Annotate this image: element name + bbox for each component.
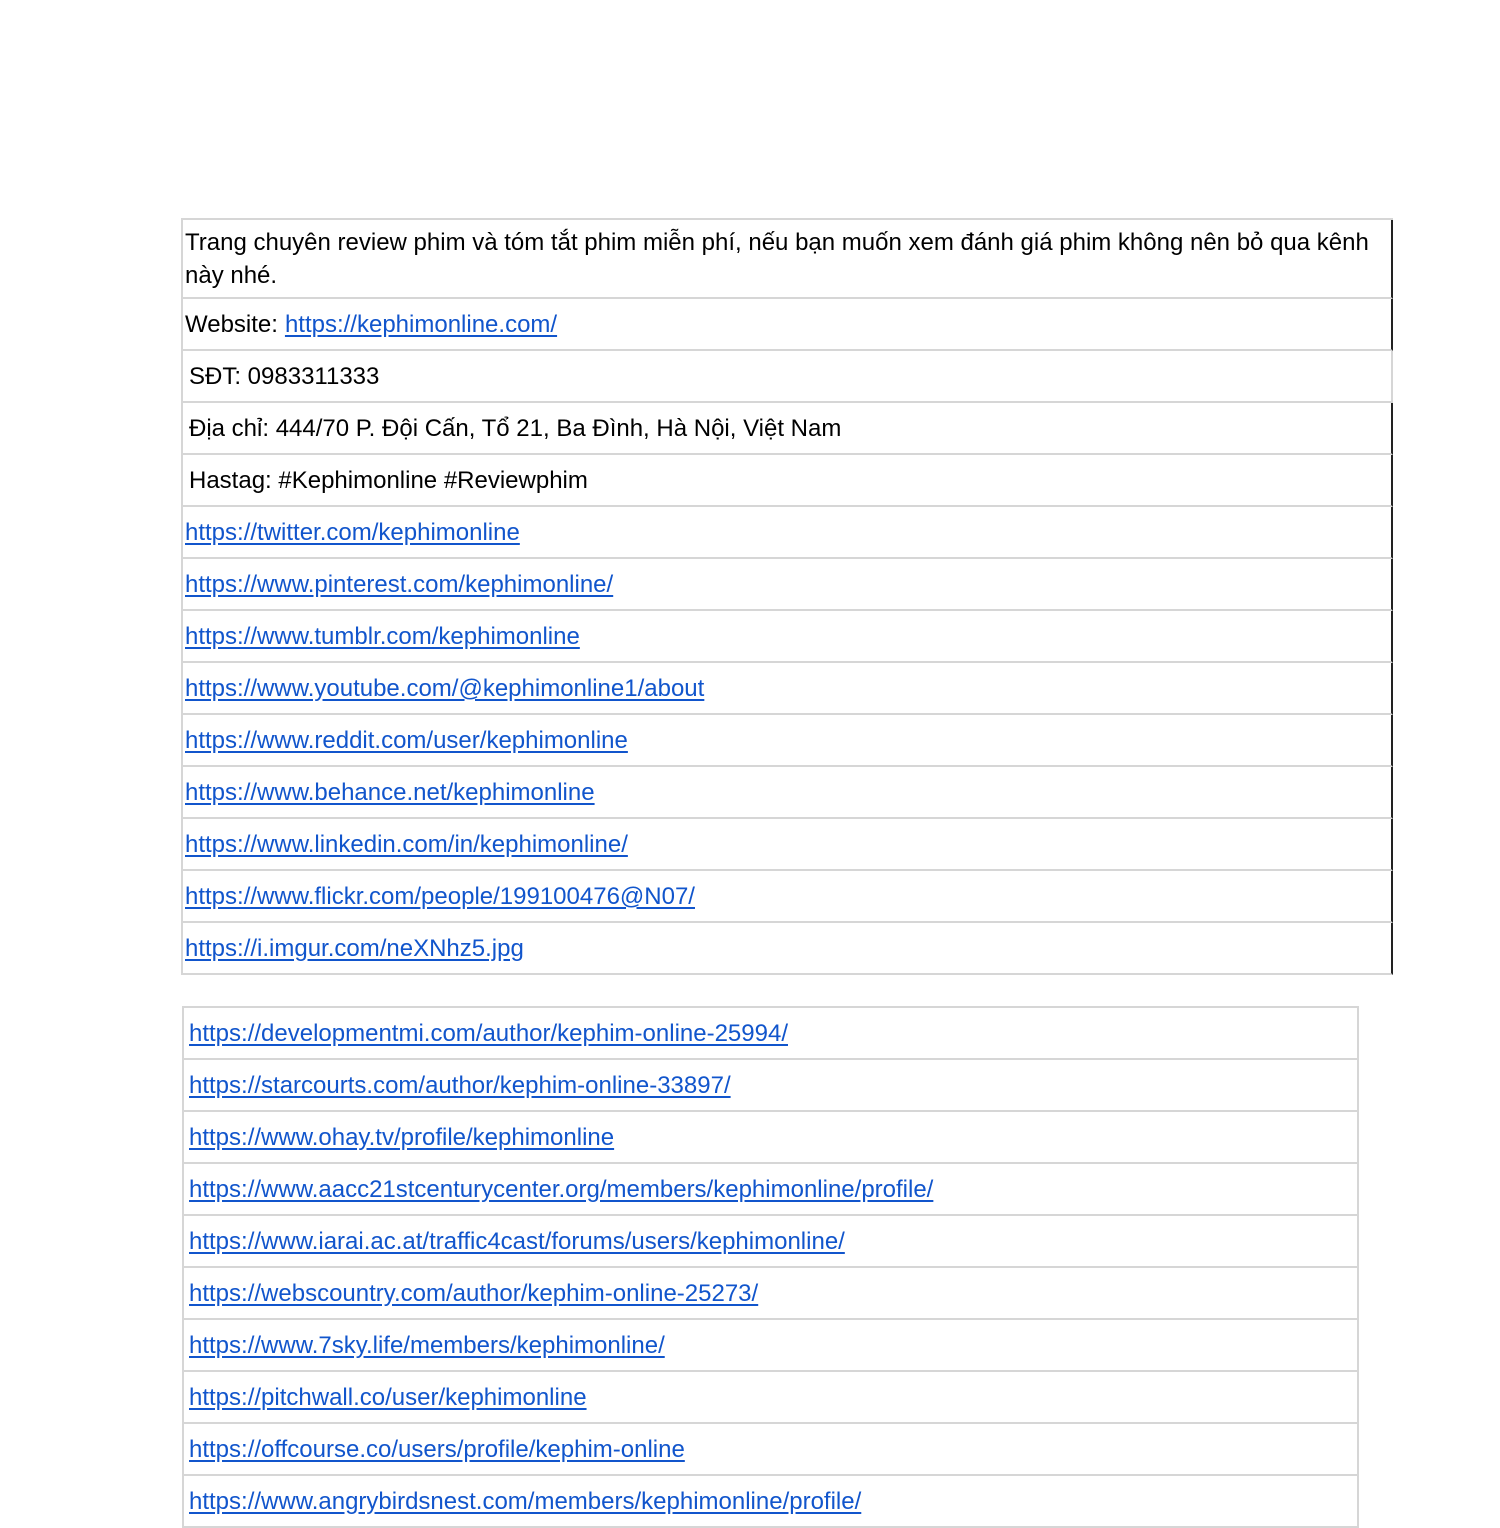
pinterest-link[interactable]: https://www.pinterest.com/kephimonline/ [185, 570, 614, 598]
reddit-link[interactable]: https://www.reddit.com/user/kephimonline [185, 726, 628, 754]
social-link-row [183, 559, 1393, 611]
social-link-row [183, 663, 1393, 715]
social-link-row [183, 715, 1393, 767]
twitter-link[interactable]: https://twitter.com/kephimonline [185, 518, 520, 546]
social-link-row [183, 611, 1393, 663]
social-link-row [183, 767, 1393, 819]
profile-link-row [184, 1268, 1359, 1320]
social-link-row [183, 871, 1393, 923]
profile-link-row [184, 1164, 1359, 1216]
profile-link-row [184, 1060, 1359, 1112]
profile-link[interactable]: https://www.7sky.life/members/kephimonline/ [189, 1331, 665, 1359]
social-link-row [183, 507, 1393, 559]
profile-link-row [184, 1372, 1359, 1424]
profile-link-row [184, 1216, 1359, 1268]
profile-link-row [184, 1476, 1359, 1528]
profile-link[interactable]: https://pitchwall.co/user/kephimonline [189, 1383, 587, 1411]
description-row [183, 220, 1393, 299]
phone-row [183, 351, 1393, 403]
linkedin-link[interactable]: https://www.linkedin.com/in/kephimonline/ [185, 830, 628, 858]
profile-link[interactable]: https://www.angrybirdsnest.com/members/kephimonline/profile/ [189, 1487, 862, 1515]
profile-link-row [184, 1008, 1359, 1060]
phone-text: SĐT: 0983311333 [189, 362, 380, 390]
address-row [183, 403, 1393, 455]
social-link-row [183, 819, 1393, 871]
profile-link[interactable]: https://www.ohay.tv/profile/kephimonline [189, 1123, 615, 1151]
profile-link[interactable]: https://developmentmi.com/author/kephim-online-25994/ [189, 1019, 788, 1047]
profile-link[interactable]: https://www.aacc21stcenturycenter.org/members/kephimonline/profile/ [189, 1175, 934, 1203]
flickr-link[interactable]: https://www.flickr.com/people/199100476@N07/ [185, 882, 695, 910]
hashtag-text: Hastag: #Kephimonline #Reviewphim [189, 466, 588, 494]
youtube-link[interactable]: https://www.youtube.com/@kephimonline1/about [185, 674, 705, 702]
profile-link-row [184, 1424, 1359, 1476]
profile-link[interactable]: https://www.iarai.ac.at/traffic4cast/forums/users/kephimonline/ [189, 1227, 845, 1255]
imgur-link[interactable]: https://i.imgur.com/neXNhz5.jpg [185, 934, 524, 962]
description-text: Trang chuyên review phim và tóm tắt phim miễn phí, nếu bạn muốn xem đánh giá phim không nên bỏ qua kênh này nhé. [185, 228, 1369, 289]
address-text: Địa chỉ: 444/70 P. Đội Cấn, Tổ 21, Ba Đình, Hà Nội, Việt Nam [189, 414, 842, 442]
profile-link-row [184, 1320, 1359, 1372]
tumblr-link[interactable]: https://www.tumblr.com/kephimonline [185, 622, 580, 650]
website-row [183, 299, 1393, 351]
profile-link-row [184, 1112, 1359, 1164]
profile-info-table [181, 218, 1393, 975]
profile-links-table [182, 1006, 1359, 1528]
behance-link[interactable]: https://www.behance.net/kephimonline [185, 778, 595, 806]
social-link-row [183, 923, 1393, 975]
hashtag-row [183, 455, 1393, 507]
profile-link[interactable]: https://offcourse.co/users/profile/kephim-online [189, 1435, 685, 1463]
profile-link[interactable]: https://webscountry.com/author/kephim-online-25273/ [189, 1279, 759, 1307]
website-link[interactable]: https://kephimonline.com/ [284, 310, 558, 338]
profile-link[interactable]: https://starcourts.com/author/kephim-online-33897/ [189, 1071, 731, 1099]
website-label: Website: [185, 310, 278, 338]
